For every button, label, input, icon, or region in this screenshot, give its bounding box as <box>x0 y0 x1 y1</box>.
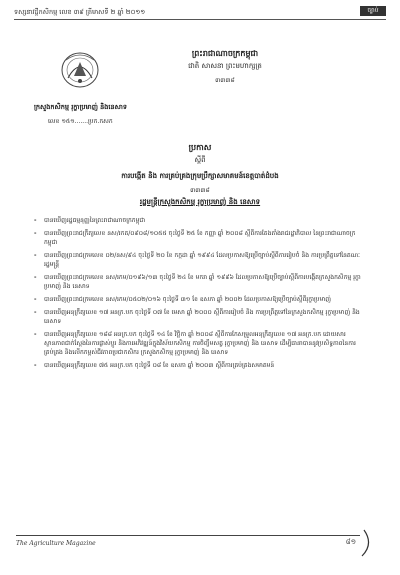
title-ornament: ៣៣៣៨ <box>190 187 210 194</box>
running-header <box>14 6 386 20</box>
page-curl-icon <box>360 528 374 558</box>
issuing-ministry: ក្រសួងកសិកម្ម រុក្ខាប្រមាញ់ និងនេសាទ <box>34 103 127 111</box>
national-motto: ជាតិ សាសនា ព្រះមហាក្សត្រ <box>188 62 262 70</box>
ministry-emblem-icon <box>60 48 100 90</box>
header-ornament: ៣៣៣៨ <box>215 77 235 84</box>
magazine-name: The Agriculture Magazine <box>16 540 96 547</box>
signer-title: រដ្ឋមន្ត្រីក្រសួងកសិកម្ម រុក្ខាប្រមាញ់ និង នេសាទ <box>139 198 261 206</box>
document-type: ប្រកាស <box>188 143 212 152</box>
document-subject: ការបង្កើត និង ការគ្រប់គ្រងក្រុមប្រឹក្សាសមាគមន៍ខេត្តបាត់ដំបង <box>121 172 279 180</box>
list-item: - បានឃើញព្រះរាជក្រមលេខ នស/រកម/០១៩៦/១៣ ចុះថ្ងៃទី ២៤ ខែ មករា ឆ្នាំ ១៩៩៦ ដែលប្រកាសឱ្យប្រើច្បាប់ស្តីពីការបង្កើតក្រសួងកសិកម្ម រុក្ខាប្រមាញ់ និង នេសាទ <box>34 274 361 290</box>
running-header-title: ទស្សនាវដ្តីកសិកម្ម លេខ ៣៩ ត្រីមាសទី ២ ឆ្នាំ ២០១១ <box>14 8 146 16</box>
header-rule <box>14 19 386 20</box>
list-item: - បានឃើញព្រះរាជក្រមលេខ ០២/នស/៩៤ ចុះថ្ងៃទី ២០ ខែ កក្កដា ឆ្នាំ ១៩៩៤ ដែលប្រកាសឱ្យប្រើច្បាប់ស្តីពីការរៀបចំ និង ការប្រព្រឹត្តទៅនៃគណៈរដ្ឋមន្ត្រី <box>34 252 360 268</box>
list-item: - បានឃើញព្រះរាជក្រមលេខ នស/រកម/០៥០២/០១៦ ចុះថ្ងៃទី ៣១ ខែ ឧសភា ឆ្នាំ ២០០២ ដែលប្រកាសឱ្យប្រើច្បាប់ស្តីពីរុក្ខាប្រមាញ់ <box>34 296 332 303</box>
kingdom-name: ព្រះរាជាណាចក្រកម្ពុជា <box>191 49 259 58</box>
list-item: - បានឃើញរដ្ឋធម្មនុញ្ញនៃព្រះរាជាណាចក្រកម្ពុជា <box>34 217 146 224</box>
section-tag: ច្បាប់ <box>360 6 386 16</box>
list-item: - បានឃើញអនុក្រឹត្យលេខ ១៨៨ អនក្រ.បក ចុះថ្ងៃទី ១៤ ខែ វិច្ឆិកា ឆ្នាំ ២០០៨ ស្តីពីការកែសម្រួលអនុក្រឹត្យលេខ ១៧ អនក្រ.បក ដោយសារស្ថានភាពជាក់ស្តែងនៃការផ្លាស់ប្តូរ និងការអភិវឌ្ឍន៍ក្នុងវិស័យកសិកម្ម ការចិញ្ចឹមសត្វ រុក្ខាប្រមាញ់ និង នេសាទ ដើម្បីធានាបាននូវប្រសិទ្ធភាពនៃការគ្រប់គ្រង និងលើកកម្ពស់ជីវភាពប្រជាកសិករ ក្រសួងកសិកម្ម រុក្ខាប្រមាញ់ និង នេសាទ <box>34 331 356 356</box>
preamble-clauses <box>34 216 362 374</box>
footer-rule <box>16 535 360 536</box>
list-item: - បានឃើញព្រះរាជក្រឹត្យលេខ នស/រកត/០៩០៨/១០៥៥ ចុះថ្ងៃទី ២៥ ខែ កញ្ញា ឆ្នាំ ២០០៨ ស្តីពីការតែងតាំងរាជរដ្ឋាភិបាល នៃព្រះរាជាណាចក្រកម្ពុជា <box>34 230 356 246</box>
about-label: ស្តីពី <box>194 156 206 164</box>
document-number: លេខ ១៥១.......ប្រក.កសក <box>48 118 113 125</box>
list-item: - បានឃើញអនុក្រឹត្យលេខ ១៧ អនក្រ.បក ចុះថ្ងៃទី ០៧ ខែ មេសា ឆ្នាំ ២០០០ ស្តីពីការរៀបចំ និង ការប្រព្រឹត្តទៅនៃក្រសួងកសិកម្ម រុក្ខាប្រមាញ់ និង នេសាទ <box>34 309 360 325</box>
page-number: ៨១ <box>345 538 356 546</box>
list-item: - បានឃើញអនុក្រឹត្យលេខ ៧៥ អនក្រ.បក ចុះថ្ងៃទី ០៨ ខែ ឧសភា ឆ្នាំ ២០០៣ ស្តីពីការគ្រប់គ្រងសមាគមន៍ <box>34 362 275 369</box>
